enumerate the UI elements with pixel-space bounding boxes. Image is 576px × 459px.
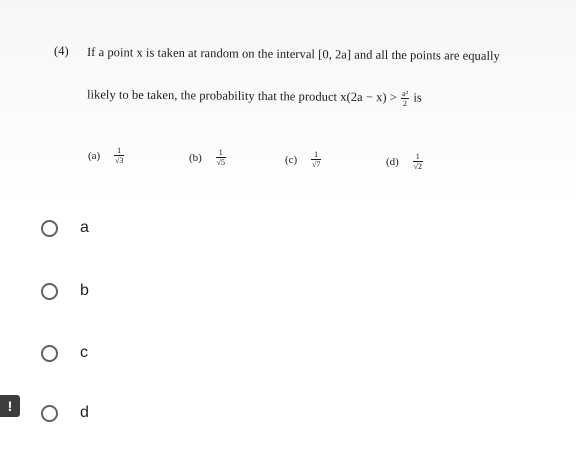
option-label: a <box>80 219 89 236</box>
fraction-numerator: 1 <box>216 148 226 158</box>
fraction-numerator: a² <box>402 89 409 99</box>
option-label: c <box>80 344 88 361</box>
question-text-start: likely to be taken, the probability that the product x(2a − x) > <box>86 87 398 105</box>
inline-fraction <box>401 89 409 108</box>
option-c[interactable] <box>41 338 88 368</box>
radio-button-icon[interactable] <box>41 405 58 422</box>
choice-c <box>285 150 322 169</box>
option-b[interactable] <box>41 276 89 306</box>
choice-fraction <box>114 146 124 165</box>
radio-button-icon[interactable] <box>41 220 58 237</box>
option-a[interactable] <box>41 213 89 243</box>
fraction-denominator: 2 <box>403 99 408 109</box>
exclamation-icon[interactable]: ! <box>0 395 20 417</box>
fraction-denominator: √2 <box>413 162 422 171</box>
question-number: (4) <box>54 44 69 58</box>
choice-fraction <box>216 148 226 167</box>
fraction-numerator: 1 <box>311 150 321 160</box>
fraction-numerator: 1 <box>114 146 124 156</box>
choice-b <box>189 148 227 167</box>
radio-button-icon[interactable] <box>41 345 58 362</box>
question-text-line1: If a point x is taken at random on the interval [0, 2a] and all the points are equally <box>86 45 500 63</box>
choice-a <box>88 146 125 165</box>
question-text-end: is <box>413 90 422 105</box>
fraction-denominator: √3 <box>114 156 124 165</box>
fraction-numerator: 1 <box>413 152 423 162</box>
choice-d <box>386 152 424 171</box>
radio-button-icon[interactable] <box>41 283 58 300</box>
choice-label: (c) <box>285 153 298 166</box>
choice-label: (d) <box>386 155 399 168</box>
choice-label: (a) <box>88 149 101 162</box>
choice-fraction <box>311 150 321 169</box>
choice-fraction <box>413 152 423 171</box>
fraction-denominator: √5 <box>216 158 225 167</box>
option-label: b <box>80 282 89 299</box>
question-text-line2 <box>87 86 422 108</box>
option-label: d <box>80 404 89 421</box>
option-d[interactable] <box>41 398 89 428</box>
fraction-denominator: √7 <box>311 160 321 169</box>
choice-label: (b) <box>189 151 202 164</box>
